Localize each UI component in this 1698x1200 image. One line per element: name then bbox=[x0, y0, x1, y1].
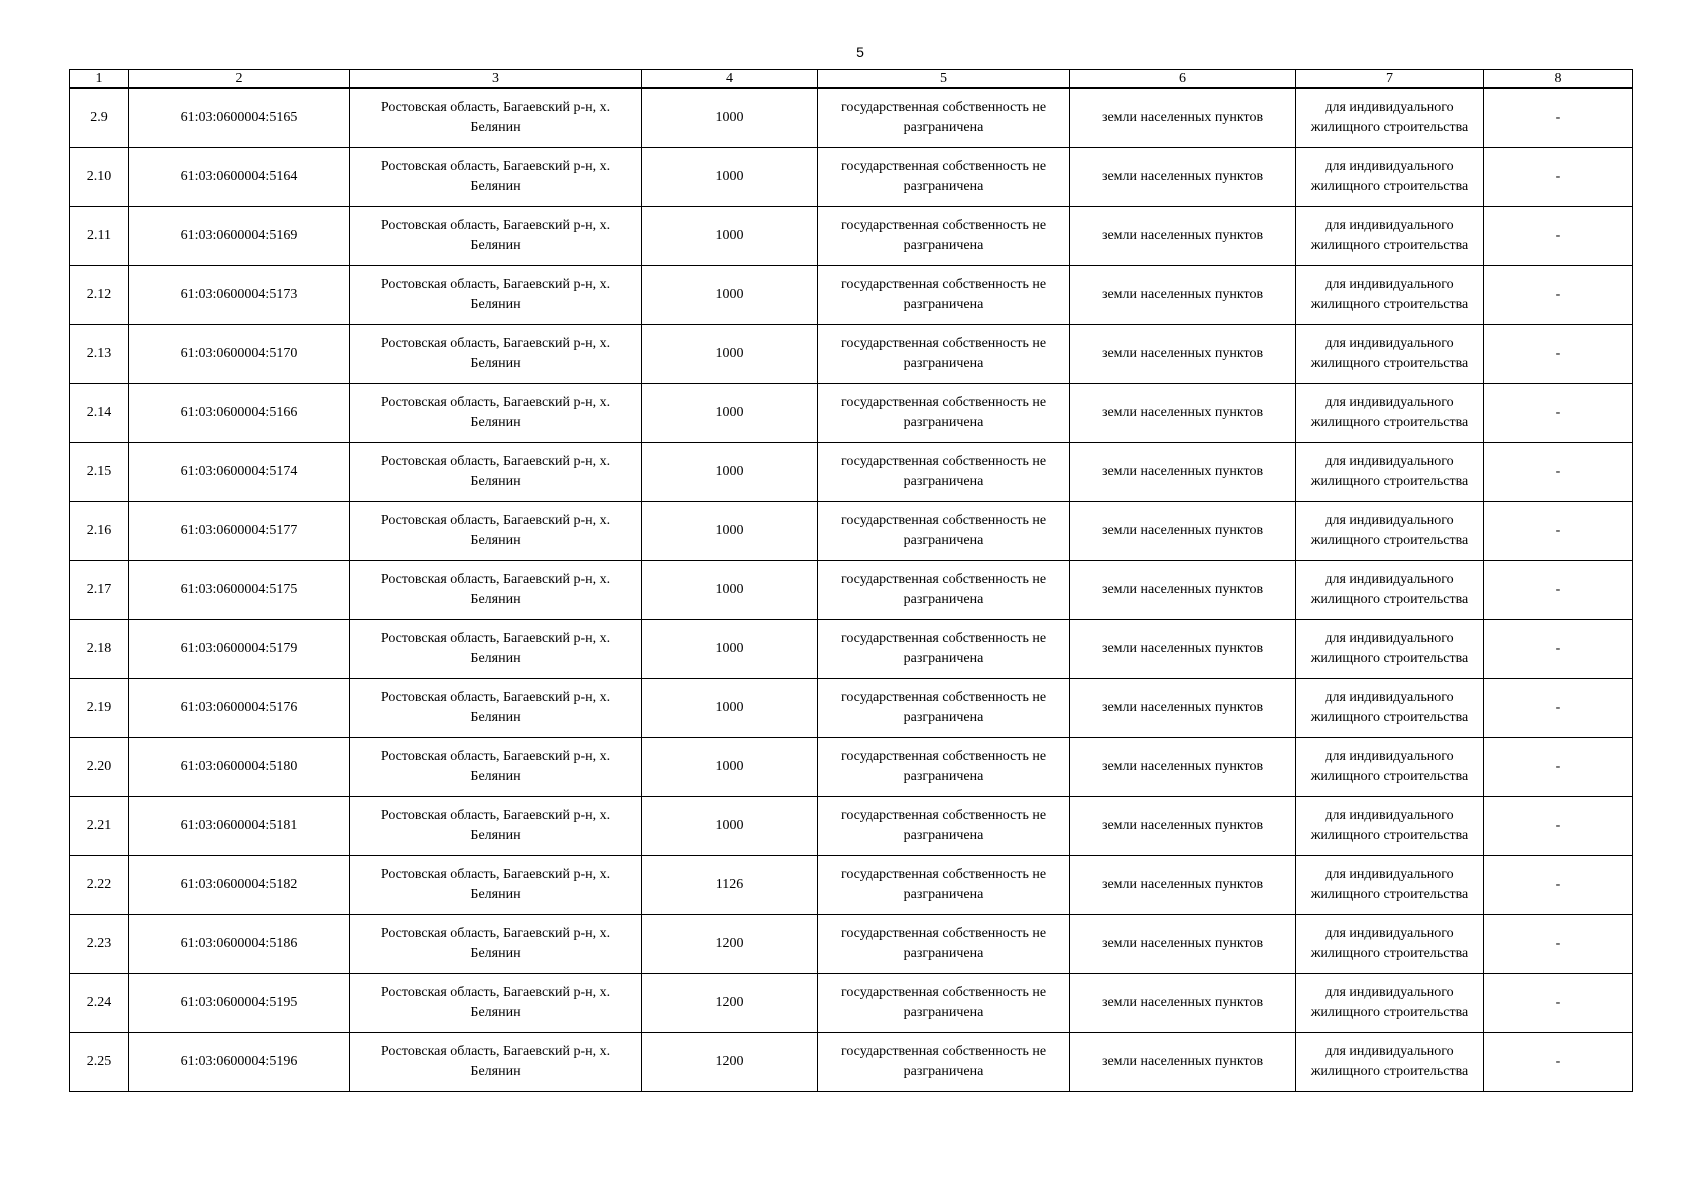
land-category: земли населенных пунктов bbox=[1070, 502, 1296, 561]
plot-area: 1000 bbox=[642, 266, 818, 325]
permitted-use: для индивидуального жилищного строительства bbox=[1296, 1033, 1484, 1092]
note: - bbox=[1484, 384, 1633, 443]
ownership-form: государственная собственность не разграничена bbox=[818, 974, 1070, 1033]
table-row bbox=[70, 502, 1633, 561]
row-number: 2.10 bbox=[70, 148, 129, 207]
table-row bbox=[70, 207, 1633, 266]
plot-area: 1000 bbox=[642, 561, 818, 620]
table-row bbox=[70, 915, 1633, 974]
row-number: 2.18 bbox=[70, 620, 129, 679]
note: - bbox=[1484, 207, 1633, 266]
table-row bbox=[70, 384, 1633, 443]
note: - bbox=[1484, 502, 1633, 561]
table-row bbox=[70, 88, 1633, 148]
cadastral-number: 61:03:0600004:5175 bbox=[129, 561, 350, 620]
column-number: 2 bbox=[129, 70, 350, 89]
note: - bbox=[1484, 797, 1633, 856]
plot-area: 1000 bbox=[642, 620, 818, 679]
row-number: 2.23 bbox=[70, 915, 129, 974]
plot-address: Ростовская область, Багаевский р-н, х. Белянин bbox=[350, 502, 642, 561]
plot-address: Ростовская область, Багаевский р-н, х. Белянин bbox=[350, 797, 642, 856]
ownership-form: государственная собственность не разграничена bbox=[818, 502, 1070, 561]
cadastral-number: 61:03:0600004:5170 bbox=[129, 325, 350, 384]
land-category: земли населенных пунктов bbox=[1070, 797, 1296, 856]
table-row bbox=[70, 266, 1633, 325]
plot-address: Ростовская область, Багаевский р-н, х. Белянин bbox=[350, 856, 642, 915]
land-category: земли населенных пунктов bbox=[1070, 915, 1296, 974]
note: - bbox=[1484, 148, 1633, 207]
ownership-form: государственная собственность не разграничена bbox=[818, 915, 1070, 974]
plot-address: Ростовская область, Багаевский р-н, х. Белянин bbox=[350, 325, 642, 384]
cadastral-number: 61:03:0600004:5173 bbox=[129, 266, 350, 325]
note: - bbox=[1484, 88, 1633, 148]
plot-area: 1126 bbox=[642, 856, 818, 915]
land-category: земли населенных пунктов bbox=[1070, 1033, 1296, 1092]
plot-address: Ростовская область, Багаевский р-н, х. Белянин bbox=[350, 1033, 642, 1092]
plot-area: 1000 bbox=[642, 325, 818, 384]
permitted-use: для индивидуального жилищного строительства bbox=[1296, 738, 1484, 797]
plot-address: Ростовская область, Багаевский р-н, х. Белянин bbox=[350, 88, 642, 148]
plot-area: 1000 bbox=[642, 88, 818, 148]
plot-address: Ростовская область, Багаевский р-н, х. Белянин bbox=[350, 148, 642, 207]
column-number: 7 bbox=[1296, 70, 1484, 89]
plot-area: 1200 bbox=[642, 1033, 818, 1092]
land-category: земли населенных пунктов bbox=[1070, 325, 1296, 384]
land-category: земли населенных пунктов bbox=[1070, 561, 1296, 620]
ownership-form: государственная собственность не разграничена bbox=[818, 148, 1070, 207]
column-number: 5 bbox=[818, 70, 1070, 89]
ownership-form: государственная собственность не разграничена bbox=[818, 443, 1070, 502]
plot-area: 1200 bbox=[642, 915, 818, 974]
note: - bbox=[1484, 561, 1633, 620]
plot-area: 1000 bbox=[642, 384, 818, 443]
row-number: 2.20 bbox=[70, 738, 129, 797]
row-number: 2.22 bbox=[70, 856, 129, 915]
row-number: 2.16 bbox=[70, 502, 129, 561]
permitted-use: для индивидуального жилищного строительства bbox=[1296, 797, 1484, 856]
row-number: 2.19 bbox=[70, 679, 129, 738]
plot-address: Ростовская область, Багаевский р-н, х. Белянин bbox=[350, 620, 642, 679]
permitted-use: для индивидуального жилищного строительства bbox=[1296, 620, 1484, 679]
cadastral-number: 61:03:0600004:5182 bbox=[129, 856, 350, 915]
permitted-use: для индивидуального жилищного строительства bbox=[1296, 88, 1484, 148]
ownership-form: государственная собственность не разграничена bbox=[818, 679, 1070, 738]
plot-area: 1000 bbox=[642, 738, 818, 797]
cadastral-number: 61:03:0600004:5179 bbox=[129, 620, 350, 679]
note: - bbox=[1484, 325, 1633, 384]
column-number: 3 bbox=[350, 70, 642, 89]
ownership-form: государственная собственность не разграничена bbox=[818, 88, 1070, 148]
table-row bbox=[70, 561, 1633, 620]
plot-address: Ростовская область, Багаевский р-н, х. Белянин bbox=[350, 974, 642, 1033]
plot-address: Ростовская область, Багаевский р-н, х. Белянин bbox=[350, 915, 642, 974]
row-number: 2.9 bbox=[70, 88, 129, 148]
cadastral-number: 61:03:0600004:5166 bbox=[129, 384, 350, 443]
table-row bbox=[70, 974, 1633, 1033]
permitted-use: для индивидуального жилищного строительства bbox=[1296, 679, 1484, 738]
note: - bbox=[1484, 266, 1633, 325]
permitted-use: для индивидуального жилищного строительства bbox=[1296, 915, 1484, 974]
plot-address: Ростовская область, Багаевский р-н, х. Белянин bbox=[350, 679, 642, 738]
row-number: 2.25 bbox=[70, 1033, 129, 1092]
note: - bbox=[1484, 974, 1633, 1033]
permitted-use: для индивидуального жилищного строительства bbox=[1296, 207, 1484, 266]
plot-area: 1000 bbox=[642, 797, 818, 856]
ownership-form: государственная собственность не разграничена bbox=[818, 266, 1070, 325]
permitted-use: для индивидуального жилищного строительства bbox=[1296, 974, 1484, 1033]
column-number: 8 bbox=[1484, 70, 1633, 89]
note: - bbox=[1484, 738, 1633, 797]
table-body bbox=[70, 88, 1633, 1092]
table-row bbox=[70, 620, 1633, 679]
cadastral-number: 61:03:0600004:5186 bbox=[129, 915, 350, 974]
permitted-use: для индивидуального жилищного строительства bbox=[1296, 325, 1484, 384]
land-category: земли населенных пунктов bbox=[1070, 148, 1296, 207]
row-number: 2.17 bbox=[70, 561, 129, 620]
permitted-use: для индивидуального жилищного строительства bbox=[1296, 561, 1484, 620]
row-number: 2.12 bbox=[70, 266, 129, 325]
table-row bbox=[70, 1033, 1633, 1092]
row-number: 2.14 bbox=[70, 384, 129, 443]
table-row bbox=[70, 797, 1633, 856]
plot-address: Ростовская область, Багаевский р-н, х. Белянин bbox=[350, 561, 642, 620]
cadastral-number: 61:03:0600004:5196 bbox=[129, 1033, 350, 1092]
plot-area: 1200 bbox=[642, 974, 818, 1033]
note: - bbox=[1484, 679, 1633, 738]
ownership-form: государственная собственность не разграничена bbox=[818, 620, 1070, 679]
permitted-use: для индивидуального жилищного строительства bbox=[1296, 443, 1484, 502]
note: - bbox=[1484, 1033, 1633, 1092]
page-number: 5 bbox=[856, 44, 864, 60]
ownership-form: государственная собственность не разграничена bbox=[818, 738, 1070, 797]
row-number: 2.13 bbox=[70, 325, 129, 384]
row-number: 2.21 bbox=[70, 797, 129, 856]
ownership-form: государственная собственность не разграничена bbox=[818, 1033, 1070, 1092]
land-category: земли населенных пунктов bbox=[1070, 266, 1296, 325]
cadastral-number: 61:03:0600004:5176 bbox=[129, 679, 350, 738]
land-category: земли населенных пунктов bbox=[1070, 856, 1296, 915]
land-category: земли населенных пунктов bbox=[1070, 738, 1296, 797]
table-row bbox=[70, 856, 1633, 915]
row-number: 2.24 bbox=[70, 974, 129, 1033]
land-category: земли населенных пунктов bbox=[1070, 384, 1296, 443]
plot-area: 1000 bbox=[642, 148, 818, 207]
note: - bbox=[1484, 620, 1633, 679]
row-number: 2.15 bbox=[70, 443, 129, 502]
row-number: 2.11 bbox=[70, 207, 129, 266]
cadastral-number: 61:03:0600004:5164 bbox=[129, 148, 350, 207]
land-category: земли населенных пунктов bbox=[1070, 679, 1296, 738]
note: - bbox=[1484, 915, 1633, 974]
plot-address: Ростовская область, Багаевский р-н, х. Белянин bbox=[350, 738, 642, 797]
land-plots-table bbox=[69, 69, 1633, 1092]
land-category: земли населенных пунктов bbox=[1070, 620, 1296, 679]
plot-address: Ростовская область, Багаевский р-н, х. Белянин bbox=[350, 443, 642, 502]
plot-address: Ростовская область, Багаевский р-н, х. Белянин bbox=[350, 207, 642, 266]
table-row bbox=[70, 738, 1633, 797]
plot-area: 1000 bbox=[642, 679, 818, 738]
land-category: земли населенных пунктов bbox=[1070, 443, 1296, 502]
note: - bbox=[1484, 443, 1633, 502]
permitted-use: для индивидуального жилищного строительства bbox=[1296, 148, 1484, 207]
table-row bbox=[70, 325, 1633, 384]
land-category: земли населенных пунктов bbox=[1070, 207, 1296, 266]
ownership-form: государственная собственность не разграничена bbox=[818, 797, 1070, 856]
cadastral-number: 61:03:0600004:5181 bbox=[129, 797, 350, 856]
cadastral-number: 61:03:0600004:5180 bbox=[129, 738, 350, 797]
table-row bbox=[70, 679, 1633, 738]
plot-address: Ростовская область, Багаевский р-н, х. Белянин bbox=[350, 266, 642, 325]
plot-area: 1000 bbox=[642, 502, 818, 561]
plot-address: Ростовская область, Багаевский р-н, х. Белянин bbox=[350, 384, 642, 443]
permitted-use: для индивидуального жилищного строительства bbox=[1296, 384, 1484, 443]
land-category: земли населенных пунктов bbox=[1070, 974, 1296, 1033]
ownership-form: государственная собственность не разграничена bbox=[818, 561, 1070, 620]
column-number: 4 bbox=[642, 70, 818, 89]
cadastral-number: 61:03:0600004:5174 bbox=[129, 443, 350, 502]
ownership-form: государственная собственность не разграничена bbox=[818, 856, 1070, 915]
cadastral-number: 61:03:0600004:5169 bbox=[129, 207, 350, 266]
table-row bbox=[70, 148, 1633, 207]
cadastral-number: 61:03:0600004:5177 bbox=[129, 502, 350, 561]
plot-area: 1000 bbox=[642, 443, 818, 502]
ownership-form: государственная собственность не разграничена bbox=[818, 384, 1070, 443]
column-number-row bbox=[70, 70, 1633, 89]
cadastral-number: 61:03:0600004:5165 bbox=[129, 88, 350, 148]
plot-area: 1000 bbox=[642, 207, 818, 266]
cadastral-number: 61:03:0600004:5195 bbox=[129, 974, 350, 1033]
ownership-form: государственная собственность не разграничена bbox=[818, 325, 1070, 384]
permitted-use: для индивидуального жилищного строительства bbox=[1296, 502, 1484, 561]
column-number: 1 bbox=[70, 70, 129, 89]
permitted-use: для индивидуального жилищного строительства bbox=[1296, 266, 1484, 325]
column-number: 6 bbox=[1070, 70, 1296, 89]
note: - bbox=[1484, 856, 1633, 915]
table-row bbox=[70, 443, 1633, 502]
table-header bbox=[70, 70, 1633, 89]
permitted-use: для индивидуального жилищного строительства bbox=[1296, 856, 1484, 915]
land-category: земли населенных пунктов bbox=[1070, 88, 1296, 148]
ownership-form: государственная собственность не разграничена bbox=[818, 207, 1070, 266]
